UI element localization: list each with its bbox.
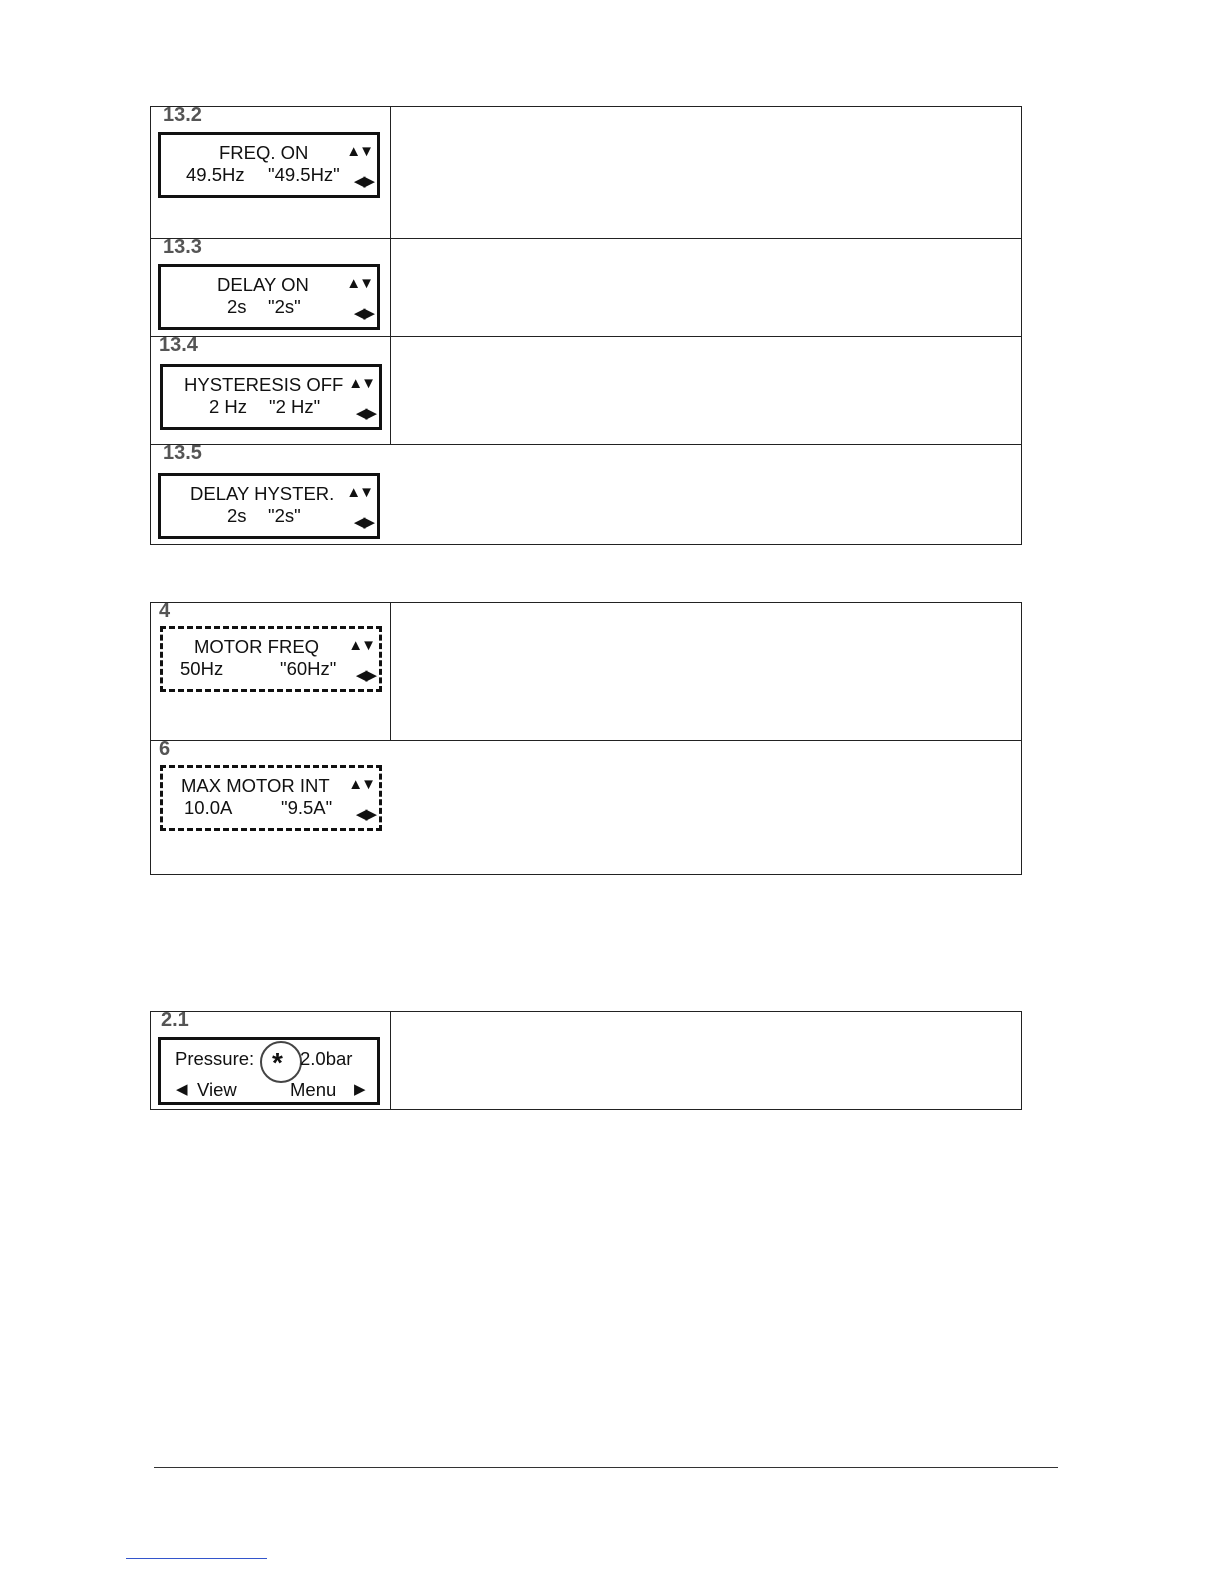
- step-number: 13.4: [159, 334, 198, 356]
- left-right-arrows-icon: ◀▶: [355, 667, 375, 684]
- up-down-arrows-icon: ▲▼: [348, 637, 374, 654]
- left-right-arrows-icon: ◀▶: [355, 806, 375, 823]
- lcd-cell: [151, 600, 391, 740]
- lcd-title: FREQ. ON: [219, 142, 309, 163]
- lcd-current-value: 49.5Hz: [186, 164, 245, 185]
- lcd-cell: [151, 1009, 391, 1109]
- lcd-current-value: 50Hz: [180, 658, 224, 679]
- lcd-default-value: "2s": [268, 296, 301, 317]
- table-row: [151, 104, 1021, 238]
- table-row: [151, 600, 1021, 740]
- lcd-display: [158, 1037, 380, 1105]
- lcd-current-value: 2s: [227, 505, 247, 526]
- right-arrow-icon: ▶: [354, 1081, 364, 1098]
- footer-rule: [154, 1467, 1058, 1468]
- menu-button-label: Menu: [290, 1079, 337, 1100]
- description-cell: [391, 239, 1021, 336]
- lcd-current-value: 2s: [227, 296, 247, 317]
- table-row: [151, 336, 1021, 444]
- step-number: 4: [159, 600, 171, 622]
- lcd-title: HYSTERESIS OFF: [184, 374, 344, 395]
- lcd-display: [160, 364, 382, 430]
- lcd-display: [160, 765, 382, 831]
- description-cell: [391, 1012, 1021, 1109]
- up-down-arrows-icon: ▲▼: [346, 143, 372, 160]
- lcd-default-value: "2 Hz": [269, 396, 321, 417]
- up-down-arrows-icon: ▲▼: [348, 776, 374, 793]
- step-number: 13.5: [163, 442, 202, 464]
- up-down-arrows-icon: ▲▼: [346, 484, 372, 501]
- lcd-default-value: "49.5Hz": [268, 164, 340, 185]
- step-number: 2.1: [161, 1009, 189, 1031]
- up-down-arrows-icon: ▲▼: [348, 375, 374, 392]
- lcd-title: DELAY HYSTER.: [190, 483, 335, 504]
- footer-link-underline: [126, 1558, 267, 1559]
- lcd-cell: [151, 104, 391, 238]
- table-row: [151, 1009, 1021, 1109]
- left-arrow-icon: ◀: [176, 1081, 186, 1098]
- lcd-default-value: "2s": [268, 505, 301, 526]
- lcd-default-value: "9.5A": [281, 797, 333, 818]
- lcd-display: [158, 473, 380, 539]
- lcd-pressure-label: Pressure:: [175, 1048, 255, 1069]
- left-right-arrows-icon: ◀▶: [355, 405, 375, 422]
- lcd-title: MOTOR FREQ: [194, 636, 320, 657]
- lcd-cell: [151, 236, 391, 336]
- table-row: [151, 238, 1021, 336]
- lcd-display: [158, 264, 380, 330]
- lcd-title: DELAY ON: [217, 274, 309, 295]
- settings-table-frequency: [150, 106, 1022, 545]
- asterisk-icon: *: [272, 1047, 283, 1078]
- lcd-pressure-value: 2.0bar: [300, 1048, 353, 1069]
- step-number: 13.2: [163, 104, 202, 126]
- left-right-arrows-icon: ◀▶: [353, 514, 373, 531]
- view-button-label: View: [197, 1079, 237, 1100]
- description-cell: [391, 337, 1021, 444]
- step-number: 6: [159, 738, 171, 760]
- lcd-display: [160, 626, 382, 692]
- step-number: 13.3: [163, 236, 202, 258]
- lcd-title: MAX MOTOR INT: [181, 775, 330, 796]
- settings-table-motor: [150, 602, 1022, 875]
- left-right-arrows-icon: ◀▶: [353, 305, 373, 322]
- table-row: [151, 738, 1021, 823]
- lcd-display: [158, 132, 380, 198]
- lcd-default-value: "60Hz": [280, 658, 337, 679]
- description-cell: [391, 107, 1021, 238]
- description-cell: [391, 603, 1021, 740]
- lcd-cell: [151, 334, 391, 444]
- left-right-arrows-icon: ◀▶: [353, 173, 373, 190]
- lcd-current-value: 2 Hz: [209, 396, 248, 417]
- lcd-current-value: 10.0A: [184, 797, 233, 818]
- up-down-arrows-icon: ▲▼: [346, 275, 372, 292]
- settings-table-pressure: [150, 1011, 1022, 1110]
- table-row: [151, 442, 1021, 531]
